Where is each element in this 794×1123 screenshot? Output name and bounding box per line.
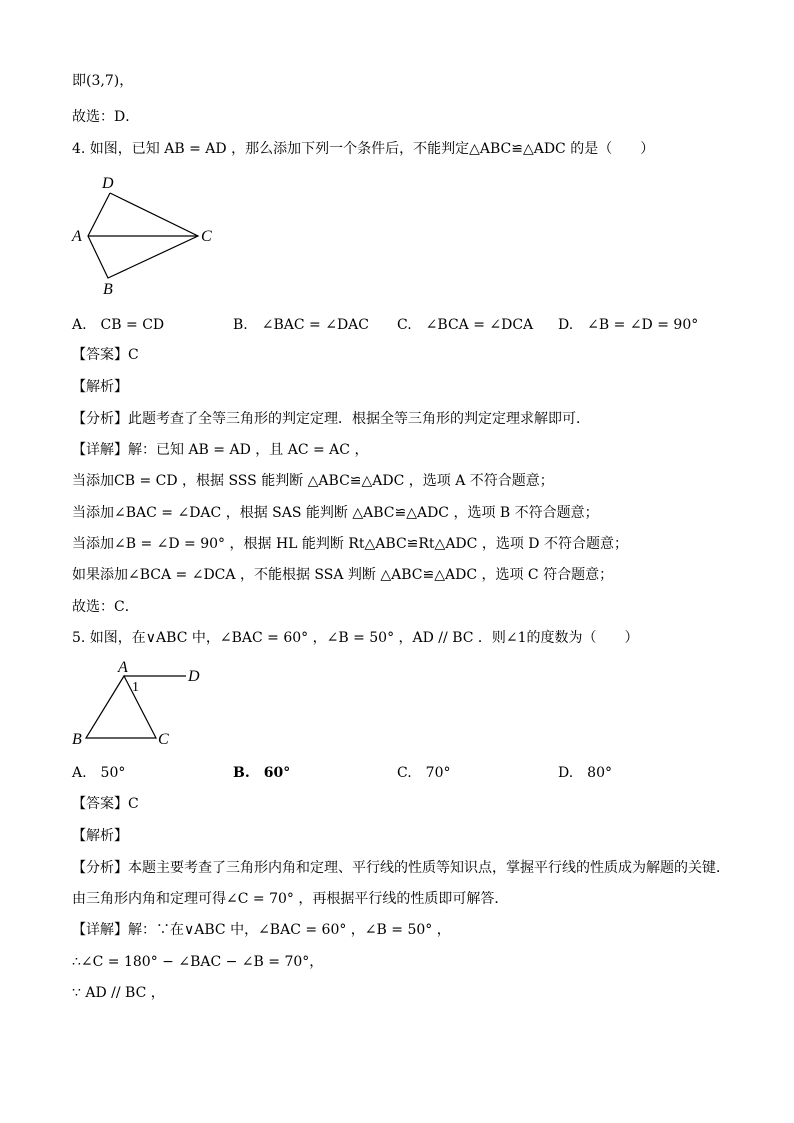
answer-label: 【答案】C bbox=[72, 347, 139, 363]
label-b: B bbox=[72, 731, 82, 748]
analysis-line: 故选：C． bbox=[72, 599, 139, 615]
label-angle-1: 1 bbox=[132, 680, 139, 695]
triangle-abc bbox=[86, 676, 156, 738]
analysis-line: 【详解】解：已知 AB = AD ，且 AC = AC ， bbox=[72, 442, 369, 458]
analysis-line: 当添加∠B = ∠D = 90° ，根据 HL 能判断 Rt△ABC≌Rt△ADC ，选项 D 不符合题意； bbox=[72, 536, 628, 552]
analysis-line: 【分析】此题考查了全等三角形的判定定理．根据全等三角形的判定定理求解即可． bbox=[72, 411, 590, 427]
option-a: A. CB = CD bbox=[72, 317, 165, 333]
analysis-line: 如果添加∠BCA = ∠DCA ，不能根据 SSA 判断 △ABC≌△ADC ，选项 C 符合题意； bbox=[72, 567, 614, 583]
text-line: 即(3,7)， bbox=[72, 73, 134, 89]
option-d: D. 80° bbox=[558, 765, 612, 781]
label-c: C bbox=[158, 731, 169, 748]
analysis-line: 【详解】解：∵在∨ABC 中，∠BAC = 60° ，∠B = 50° ， bbox=[72, 922, 451, 938]
label-b: B bbox=[103, 281, 113, 298]
analysis-title: 【解析】 bbox=[72, 828, 128, 844]
figure-q5 bbox=[66, 656, 216, 751]
option-a: A. 50° bbox=[72, 765, 126, 781]
analysis-title: 【解析】 bbox=[72, 379, 128, 395]
text-line: 故选：D． bbox=[72, 109, 140, 125]
option-d: D. ∠B = ∠D = 90° bbox=[558, 317, 699, 333]
analysis-line: 由三角形内角和定理可得∠C = 70° ，再根据平行线的性质即可解答． bbox=[72, 891, 509, 907]
question-4: 4. 如图，已知 AB = AD ，那么添加下列一个条件后，不能判定△ABC≌△ADC 的是（ ） bbox=[72, 141, 655, 157]
label-a: A bbox=[118, 659, 128, 676]
analysis-line: 【分析】本题主要考查了三角形内角和定理、平行线的性质等知识点，掌握平行线的性质成为解题的关键． bbox=[72, 860, 730, 876]
option-c: C. ∠BCA = ∠DCA bbox=[397, 317, 534, 333]
question-5: 5. 如图，在∨ABC 中，∠BAC = 60° ，∠B = 50° ，AD // BC ．则∠1的度数为（ ） bbox=[72, 630, 639, 646]
analysis-line: ∵ AD // BC ， bbox=[72, 985, 165, 1001]
analysis-line: 当添加∠BAC = ∠DAC ，根据 SAS 能判断 △ABC≌△ADC ，选项 B 不符合题意； bbox=[72, 505, 599, 521]
analysis-line: 当添加CB = CD ，根据 SSS 能判断 △ABC≌△ADC ，选项 A 不符合题意； bbox=[72, 473, 554, 489]
option-b: B. ∠BAC = ∠DAC bbox=[233, 317, 369, 333]
answer-label: 【答案】C bbox=[72, 796, 139, 812]
analysis-line: ∴∠C = 180° − ∠BAC − ∠B = 70°， bbox=[72, 954, 324, 970]
option-b: B. 60° bbox=[233, 765, 291, 781]
label-c: C bbox=[201, 228, 212, 245]
option-c: C. 70° bbox=[397, 765, 451, 781]
figure-q4 bbox=[60, 168, 260, 298]
label-a: A bbox=[72, 228, 82, 245]
label-d: D bbox=[188, 668, 200, 685]
label-d: D bbox=[102, 175, 114, 192]
